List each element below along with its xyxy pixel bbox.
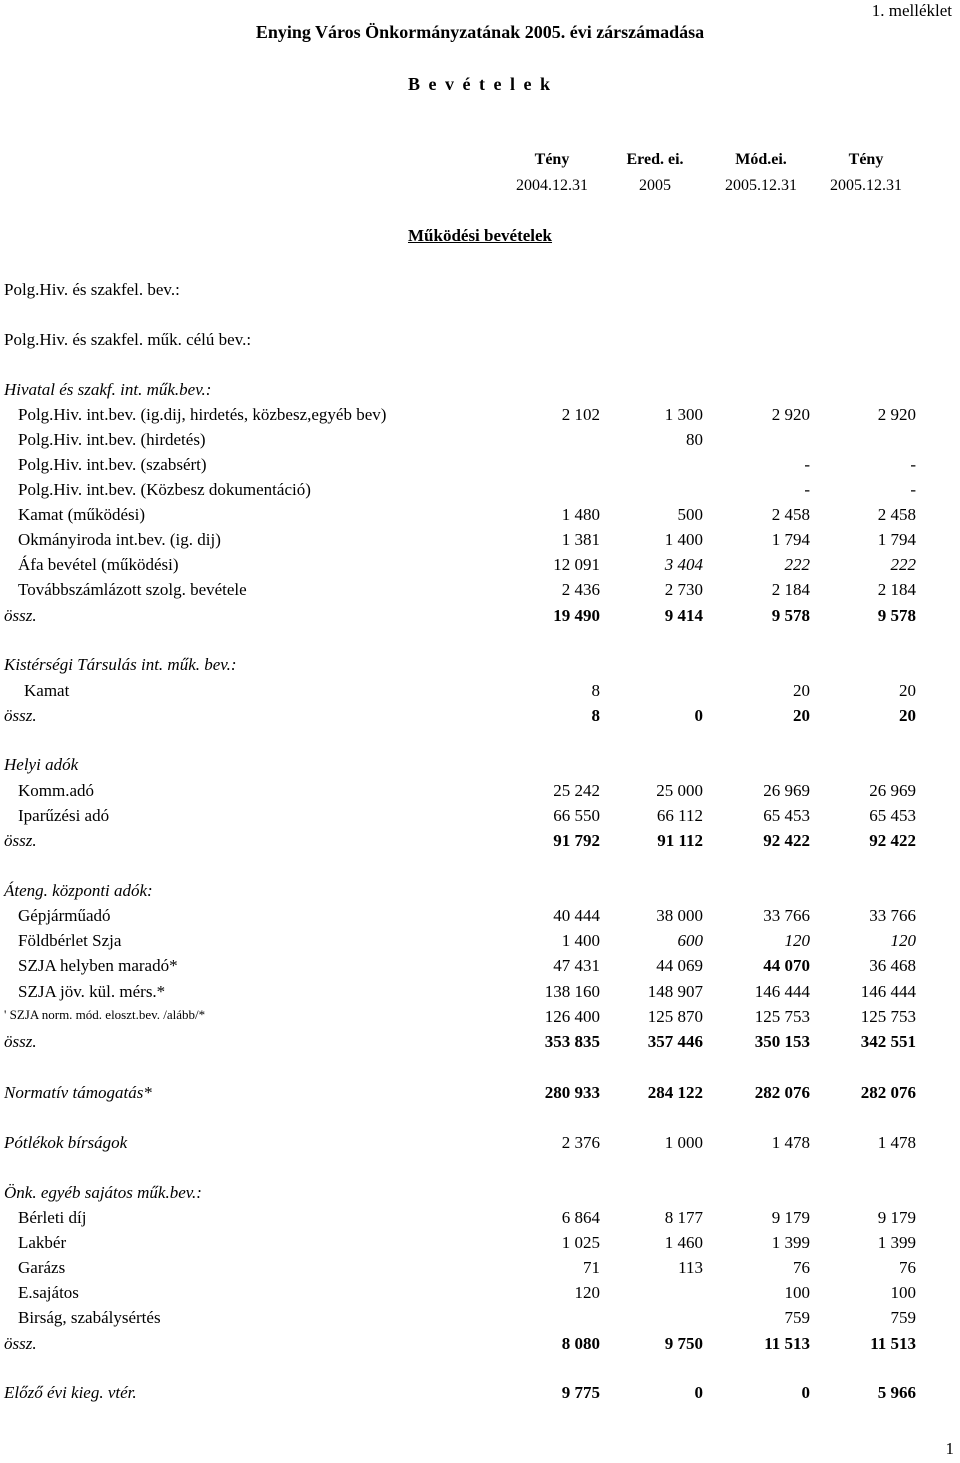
row-label: Polg.Hiv. int.bev. (hirdetés): [18, 430, 206, 449]
table-row: [0, 655, 960, 679]
cell-col-4: 120: [890, 931, 916, 950]
table-row: [0, 982, 960, 1006]
row-label: Polg.Hiv. int.bev. (szabsért): [18, 455, 207, 474]
row-label: Komm.adó: [18, 781, 95, 800]
cell-col-4: 2 184: [877, 580, 916, 599]
cell-col-2: 44 069: [656, 956, 703, 975]
row-label: Okmányiroda int.bev. (ig. dij): [18, 530, 221, 549]
row-label: SZJA helyben maradó*: [18, 956, 178, 975]
cell-col-2: 3 404: [664, 555, 703, 574]
table-row: [0, 1183, 960, 1207]
table-row: [0, 505, 960, 529]
row-label: Kistérségi Társulás int. műk. bev.:: [4, 655, 237, 674]
cell-col-1: 47 431: [553, 956, 600, 975]
table-row: [0, 1383, 960, 1407]
annex-label: 1. melléklet: [871, 1, 952, 20]
cell-col-4: 26 969: [869, 781, 916, 800]
cell-col-3: 1 794: [771, 530, 810, 549]
page-number: 1: [945, 1439, 954, 1458]
table-row: [0, 1233, 960, 1257]
table-row: [0, 330, 960, 354]
cell-col-3: 120: [784, 931, 810, 950]
row-label: SZJA jöv. kül. mérs.*: [18, 982, 166, 1001]
section-heading: Működési bevételek: [407, 226, 553, 245]
cell-col-3: 100: [784, 1283, 810, 1302]
cell-col-3: -: [804, 480, 810, 499]
table-row: [0, 806, 960, 830]
cell-col-2: 1 460: [664, 1233, 703, 1252]
cell-col-1: 1 381: [561, 530, 600, 549]
cell-col-3: 282 076: [754, 1083, 810, 1102]
row-label: Előző évi kieg. vtér.: [4, 1383, 137, 1402]
cell-col-4: 759: [890, 1308, 916, 1327]
cell-col-1: 40 444: [553, 906, 600, 925]
table-row: [0, 956, 960, 980]
cell-col-1: 126 400: [544, 1007, 600, 1026]
row-label: ' SZJA norm. mód. eloszt.bev. /alább/*: [4, 1007, 206, 1022]
cell-col-4: 146 444: [860, 982, 916, 1001]
row-label: Áfa bevétel (működési): [18, 555, 179, 574]
page-title: Enying Város Önkormányzatának 2005. évi zárszámadása: [255, 22, 705, 42]
cell-col-2: 1 400: [664, 530, 703, 549]
table-row: [0, 530, 960, 554]
row-label: Gépjárműadó: [18, 906, 111, 925]
row-label: Birság, szabálysértés: [18, 1308, 161, 1327]
column-header-4: Tény: [848, 151, 884, 168]
table-row: [0, 1007, 960, 1031]
cell-col-1: 25 242: [553, 781, 600, 800]
cell-col-3: 9 179: [771, 1208, 810, 1227]
table-row: [0, 405, 960, 429]
column-date-2: 2005: [639, 177, 671, 194]
cell-col-3: 1 478: [771, 1133, 810, 1152]
table-row: [0, 1208, 960, 1232]
cell-col-3: 759: [784, 1308, 810, 1327]
cell-col-4: 20: [899, 681, 916, 700]
cell-col-4: 1 399: [877, 1233, 916, 1252]
cell-col-4: 92 422: [869, 831, 916, 850]
column-date-4: 2005.12.31: [830, 177, 902, 194]
cell-col-3: 76: [793, 1258, 810, 1277]
table-row: [0, 1283, 960, 1307]
cell-col-3: 65 453: [763, 806, 810, 825]
row-label: össz.: [4, 1334, 37, 1353]
cell-col-4: 5 966: [877, 1383, 916, 1402]
cell-col-1: 2 102: [561, 405, 600, 424]
table-row: [0, 1258, 960, 1282]
cell-col-2: 500: [677, 505, 703, 524]
cell-col-3: 125 753: [754, 1007, 810, 1026]
row-label: Önk. egyéb sajátos műk.bev.:: [4, 1183, 202, 1202]
table-row: [0, 1083, 960, 1107]
table-row: [0, 931, 960, 955]
table-row: [0, 480, 960, 504]
cell-col-1: 66 550: [553, 806, 600, 825]
cell-col-1: 6 864: [561, 1208, 600, 1227]
cell-col-1: 2 376: [561, 1133, 600, 1152]
cell-col-1: 1 400: [561, 931, 600, 950]
row-label: Kamat: [24, 681, 70, 700]
row-label: Garázs: [18, 1258, 66, 1277]
cell-col-2: 8 177: [664, 1208, 703, 1227]
cell-col-4: 65 453: [869, 806, 916, 825]
table-row: [0, 681, 960, 705]
sum-row: [0, 1334, 960, 1358]
row-label: Iparűzési adó: [18, 806, 110, 825]
table-row: [0, 881, 960, 905]
cell-col-4: 2 458: [877, 505, 916, 524]
row-label: össz.: [4, 606, 37, 625]
cell-col-1: 138 160: [544, 982, 600, 1001]
cell-col-3: 11 513: [764, 1334, 810, 1353]
cell-col-2: 80: [686, 430, 703, 449]
row-label: Polg.Hiv. int.bev. (ig.dij, hirdetés, közbesz,egyéb bev): [18, 405, 387, 424]
cell-col-4: -: [910, 480, 916, 499]
cell-col-3: 1 399: [771, 1233, 810, 1252]
cell-col-2: 0: [694, 706, 703, 725]
cell-col-3: 44 070: [763, 956, 810, 975]
cell-col-2: 125 870: [647, 1007, 703, 1026]
cell-col-3: -: [804, 455, 810, 474]
table-row: [0, 755, 960, 779]
cell-col-4: 222: [890, 555, 916, 574]
table-row: [0, 781, 960, 805]
cell-col-1: 9 775: [561, 1383, 600, 1402]
cell-col-3: 20: [793, 681, 810, 700]
table-row: [0, 1133, 960, 1157]
cell-col-3: 9 578: [771, 606, 810, 625]
cell-col-2: 0: [694, 1383, 703, 1402]
row-label: Polg.Hiv. int.bev. (Közbesz dokumentáció): [18, 480, 311, 499]
cell-col-2: 148 907: [647, 982, 703, 1001]
row-label: Hivatal és szakf. int. műk.bev.:: [4, 380, 212, 399]
cell-col-1: 120: [574, 1283, 600, 1302]
row-label: Kamat (működési): [18, 505, 145, 524]
cell-col-1: 8: [591, 706, 600, 725]
sum-row: [0, 1032, 960, 1056]
cell-col-4: 2 920: [877, 405, 916, 424]
cell-col-2: 2 730: [664, 580, 703, 599]
cell-col-4: 9 578: [877, 606, 916, 625]
table-row: [0, 580, 960, 604]
row-label: Polg.Hiv. és szakfel. műk. célú bev.:: [4, 330, 252, 349]
cell-col-3: 20: [793, 706, 810, 725]
cell-col-3: 146 444: [754, 982, 810, 1001]
row-label: Földbérlet Szja: [18, 931, 122, 950]
cell-col-1: 19 490: [553, 606, 600, 625]
cell-col-1: 8: [591, 681, 600, 700]
cell-col-2: 9 750: [664, 1334, 703, 1353]
cell-col-2: 66 112: [656, 806, 703, 825]
cell-col-4: 342 551: [860, 1032, 916, 1051]
cell-col-1: 1 025: [561, 1233, 600, 1252]
cell-col-2: 357 446: [647, 1032, 703, 1051]
cell-col-1: 91 792: [553, 831, 600, 850]
column-date-1: 2004.12.31: [516, 177, 588, 194]
row-label: Lakbér: [18, 1233, 67, 1252]
row-label: össz.: [4, 706, 37, 725]
cell-col-1: 12 091: [553, 555, 600, 574]
cell-col-2: 38 000: [656, 906, 703, 925]
cell-col-2: 600: [677, 931, 703, 950]
page-subtitle: B e v é t e l e k: [408, 74, 552, 94]
row-label: Továbbszámlázott szolg. bevétele: [18, 580, 247, 599]
row-label: össz.: [4, 1032, 37, 1051]
cell-col-4: 33 766: [869, 906, 916, 925]
table-row: [0, 555, 960, 579]
cell-col-2: 91 112: [657, 831, 703, 850]
column-header-2: Ered. ei.: [626, 151, 684, 168]
column-header-1: Tény: [534, 151, 570, 168]
table-row: [0, 280, 960, 304]
sum-row: [0, 831, 960, 855]
row-label: Bérleti díj: [18, 1208, 87, 1227]
cell-col-3: 92 422: [763, 831, 810, 850]
cell-col-4: 20: [899, 706, 916, 725]
cell-col-1: 353 835: [544, 1032, 600, 1051]
cell-col-1: 8 080: [561, 1334, 600, 1353]
cell-col-4: 282 076: [860, 1083, 916, 1102]
row-label: Normatív támogatás*: [4, 1083, 152, 1102]
cell-col-4: 9 179: [877, 1208, 916, 1227]
table-row: [0, 430, 960, 454]
table-row: [0, 455, 960, 479]
table-row: [0, 380, 960, 404]
row-label: Áteng. központi adók:: [4, 881, 153, 900]
cell-col-2: 113: [678, 1258, 703, 1277]
cell-col-3: 2 920: [771, 405, 810, 424]
cell-col-3: 33 766: [763, 906, 810, 925]
table-row: [0, 1308, 960, 1332]
column-header-3: Mód.ei.: [735, 151, 787, 168]
cell-col-2: 1 000: [664, 1133, 703, 1152]
row-label: Polg.Hiv. és szakfel. bev.:: [4, 280, 180, 299]
cell-col-4: 125 753: [860, 1007, 916, 1026]
cell-col-4: 76: [899, 1258, 916, 1277]
cell-col-1: 2 436: [561, 580, 600, 599]
cell-col-4: 1 478: [877, 1133, 916, 1152]
cell-col-2: 25 000: [656, 781, 703, 800]
cell-col-3: 2 184: [771, 580, 810, 599]
cell-col-2: 1 300: [664, 405, 703, 424]
column-date-3: 2005.12.31: [725, 177, 797, 194]
table-row: [0, 906, 960, 930]
cell-col-1: 71: [583, 1258, 600, 1277]
cell-col-3: 222: [784, 555, 810, 574]
sum-row: [0, 606, 960, 630]
row-label: össz.: [4, 831, 37, 850]
cell-col-4: 1 794: [877, 530, 916, 549]
cell-col-4: -: [910, 455, 916, 474]
cell-col-4: 36 468: [869, 956, 916, 975]
cell-col-3: 350 153: [754, 1032, 810, 1051]
sum-row: [0, 706, 960, 730]
cell-col-2: 9 414: [664, 606, 703, 625]
cell-col-2: 284 122: [647, 1083, 703, 1102]
cell-col-4: 11 513: [870, 1334, 916, 1353]
row-label: Pótlékok bírságok: [4, 1133, 128, 1152]
cell-col-3: 2 458: [771, 505, 810, 524]
cell-col-1: 280 933: [544, 1083, 600, 1102]
row-label: Helyi adók: [4, 755, 79, 774]
cell-col-3: 26 969: [763, 781, 810, 800]
cell-col-1: 1 480: [561, 505, 600, 524]
cell-col-4: 100: [890, 1283, 916, 1302]
row-label: E.sajátos: [18, 1283, 79, 1302]
cell-col-3: 0: [801, 1383, 810, 1402]
